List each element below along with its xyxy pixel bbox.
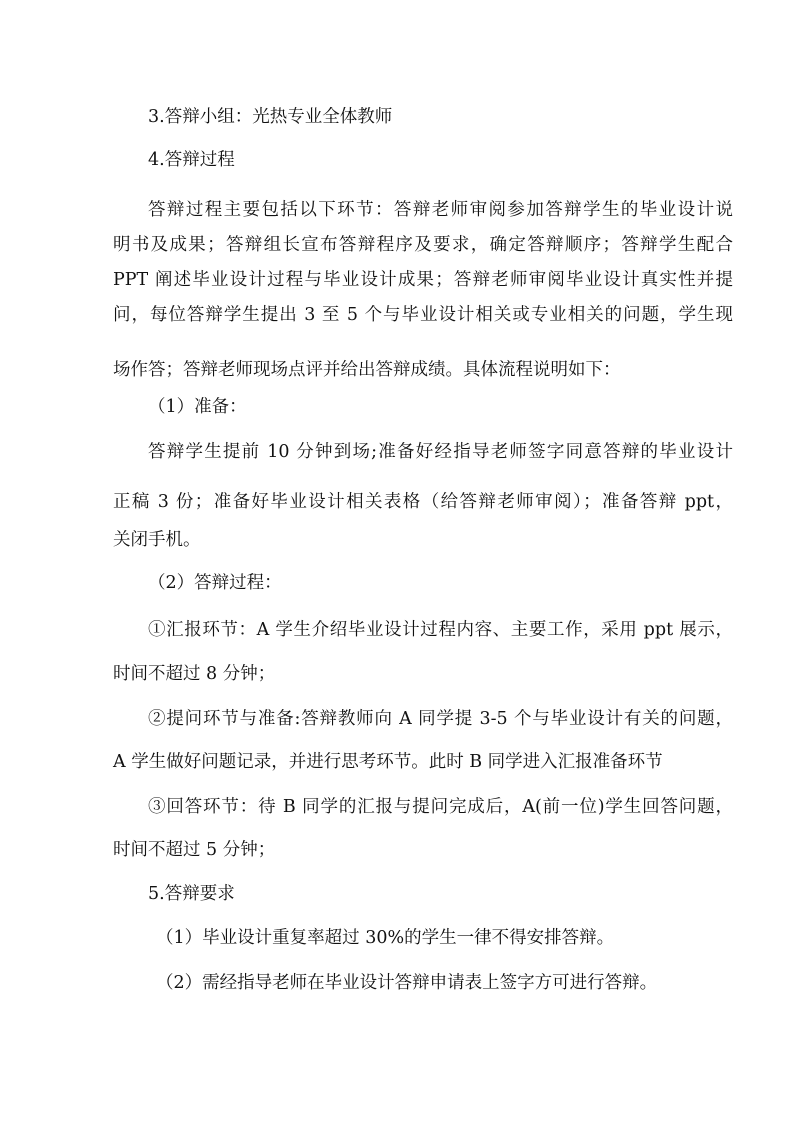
paragraph-line: 场作答；答辩老师现场点评并给出答辩成绩。具体流程说明如下： (113, 360, 621, 380)
paragraph-line: 时间不超过 5 分钟； (113, 840, 276, 860)
paragraph-line: ②提问环节与准备:答辩教师向 A 同学提 3-5 个与毕业设计有关的问题， (148, 709, 733, 729)
paragraph-line: 时间不超过 8 分钟； (113, 664, 276, 684)
paragraph-line: ①汇报环节：A 学生介绍毕业设计过程内容、主要工作，采用 ppt 展示， (148, 620, 733, 640)
requirement-item: （1）毕业设计重复率超过 30%的学生一律不得安排答辩。 (156, 928, 615, 948)
paragraph-line: ③回答环节：待 B 同学的汇报与提问完成后，A(前一位)学生回答问题， (148, 797, 733, 817)
paragraph-line: 关闭手机。 (113, 530, 201, 550)
subsection-prepare-heading: （1）准备： (148, 397, 247, 417)
section-4-heading: 4.答辩过程 (148, 150, 235, 170)
paragraph-line: 答辩过程主要包括以下环节：答辩老师审阅参加答辩学生的毕业设计说 (148, 200, 733, 220)
paragraph-line: 答辩学生提前 10 分钟到场;准备好经指导老师签字同意答辩的毕业设计 (148, 442, 733, 462)
section-3-heading: 3.答辩小组：光热专业全体教师 (148, 107, 393, 127)
paragraph-line: A 学生做好问题记录，并进行思考环节。此时 B 同学进入汇报准备环节 (113, 752, 663, 772)
paragraph-line: 正稿 3 份；准备好毕业设计相关表格（给答辩老师审阅）；准备答辩 ppt， (113, 492, 733, 512)
paragraph-line: 问，每位答辩学生提出 3 至 5 个与毕业设计相关或专业相关的问题，学生现 (113, 305, 733, 325)
section-5-heading: 5.答辩要求 (148, 884, 235, 904)
subsection-defense-heading: （2）答辩过程： (148, 573, 282, 593)
requirement-item: （2）需经指导老师在毕业设计答辩申请表上签字方可进行答辩。 (156, 973, 658, 993)
paragraph-line: PPT 阐述毕业设计过程与毕业设计成果；答辩老师审阅毕业设计真实性并提 (113, 270, 733, 290)
paragraph-line: 明书及成果；答辩组长宣布答辩程序及要求，确定答辩顺序；答辩学生配合 (113, 235, 733, 255)
